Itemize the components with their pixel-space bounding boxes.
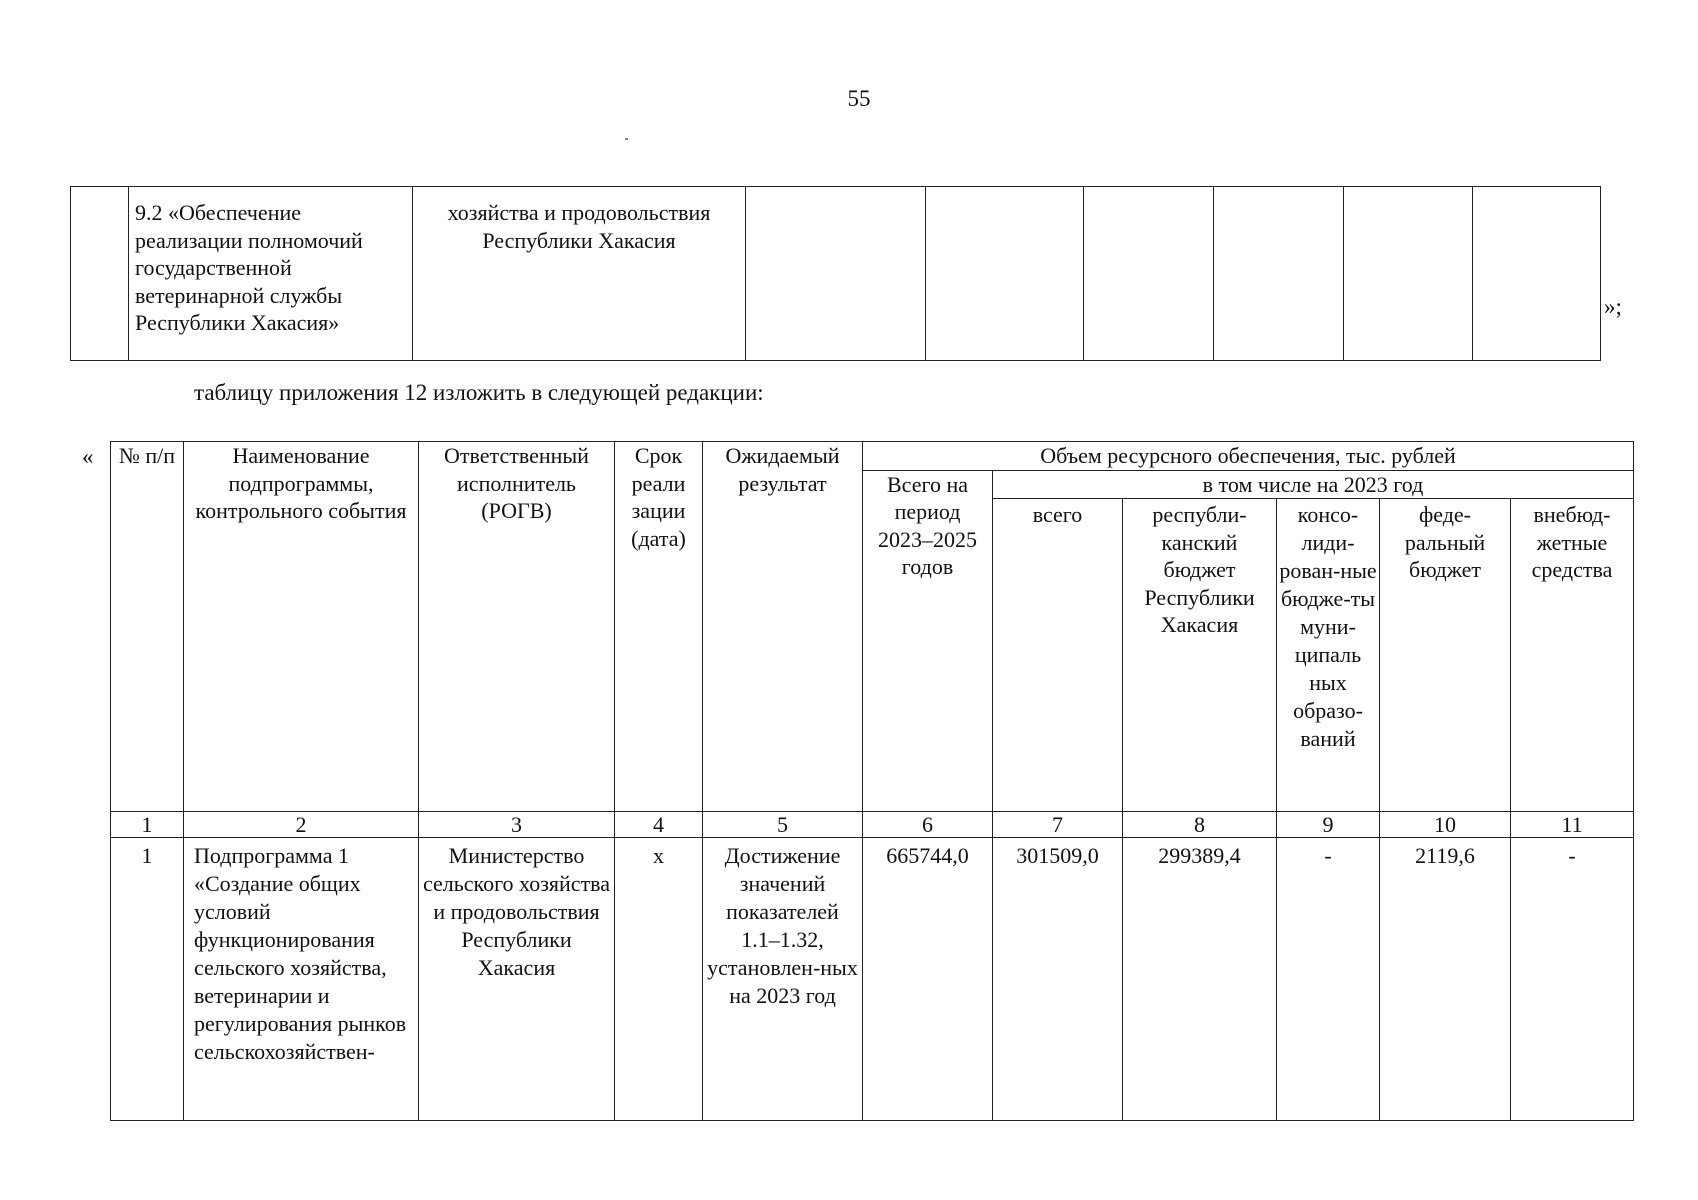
header-term: Срок реали зации (дата) — [615, 442, 703, 812]
opening-quote: « — [82, 444, 94, 469]
row-extra: - — [1511, 838, 1634, 1121]
header-extra: внебюд-жетные средства — [1511, 499, 1634, 812]
empty-cell — [746, 187, 926, 361]
row-responsible: Министерство сельского хозяйства и продовольствия Республики Хакасия — [419, 838, 615, 1121]
subprogram-name: 9.2 «Обеспечение реализации полномочий государственной ветеринарной службы Республики Хакасия» — [129, 187, 413, 361]
row-consolidated: - — [1277, 838, 1380, 1121]
header-name: Наименование подпрограммы, контрольного события — [184, 442, 419, 812]
row-term: х — [615, 838, 703, 1121]
header-republic: республи-канский бюджет Республики Хакасия — [1123, 499, 1277, 812]
empty-cell — [1473, 187, 1601, 361]
row-federal: 2119,6 — [1380, 838, 1511, 1121]
empty-cell — [71, 187, 129, 361]
column-number: 9 — [1277, 812, 1380, 838]
header-total-period: Всего на период 2023–2025 годов — [863, 470, 993, 812]
column-number: 7 — [993, 812, 1123, 838]
table-row — [71, 187, 1601, 361]
header-consolidated: консо-лиди-рован-ные бюдже-ты муни-ципаль ных образо-ваний — [1277, 499, 1380, 812]
column-number: 10 — [1380, 812, 1511, 838]
header-row — [111, 442, 1634, 471]
empty-cell — [1344, 187, 1473, 361]
resource-table — [110, 441, 1634, 1121]
empty-cell — [926, 187, 1084, 361]
header-incl-2023: в том числе на 2023 год — [993, 470, 1634, 499]
column-number-row — [111, 812, 1634, 838]
header-resources: Объем ресурсного обеспечения, тыс. рублей — [863, 442, 1634, 471]
column-number: 4 — [615, 812, 703, 838]
instruction-text: таблицу приложения 12 изложить в следующей редакции: — [194, 380, 764, 405]
table-row — [111, 838, 1634, 1121]
empty-cell — [1214, 187, 1344, 361]
previous-table-fragment — [70, 186, 1601, 361]
column-number: 11 — [1511, 812, 1634, 838]
column-number: 5 — [703, 812, 863, 838]
header-num: № п/п — [111, 442, 184, 812]
column-number: 3 — [419, 812, 615, 838]
row-republic: 299389,4 — [1123, 838, 1277, 1121]
header-responsible: Ответственный исполнитель (РОГВ) — [419, 442, 615, 812]
header-total: всего — [993, 499, 1123, 812]
header-expected: Ожидаемый результат — [703, 442, 863, 812]
column-number: 2 — [184, 812, 419, 838]
closing-quote: »; — [1604, 294, 1622, 319]
row-expected: Достижение значений показателей 1.1–1.32, установлен-ных на 2023 год — [703, 838, 863, 1121]
row-total-period: 665744,0 — [863, 838, 993, 1121]
row-num: 1 — [111, 838, 184, 1121]
row-name: Подпрограмма 1 «Создание общих условий функционирования сельского хозяйства, ветеринарии и регулирования рынков сельскохозяйствен- — [184, 838, 419, 1121]
column-number: 6 — [863, 812, 993, 838]
header-federal: феде-ральный бюджет — [1380, 499, 1511, 812]
empty-cell — [1084, 187, 1214, 361]
page-number: 55 — [847, 86, 871, 111]
row-total: 301509,0 — [993, 838, 1123, 1121]
scan-speck — [625, 138, 628, 140]
column-number: 8 — [1123, 812, 1277, 838]
column-number: 1 — [111, 812, 184, 838]
responsible-executor: хозяйства и продовольствия Республики Хакасия — [413, 187, 746, 361]
